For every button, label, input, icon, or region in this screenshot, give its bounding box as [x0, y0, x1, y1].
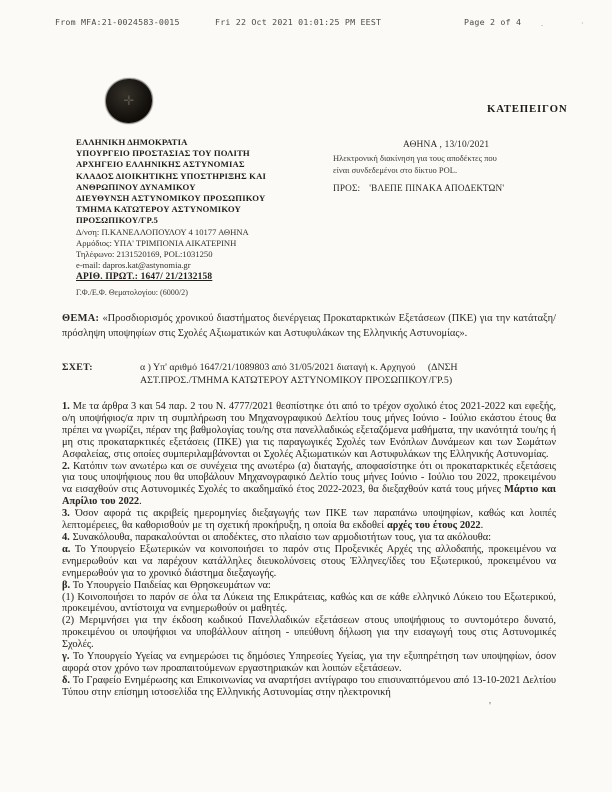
police-emblem-icon [106, 79, 152, 123]
city-date: ΑΘΗΝΑ , 13/10/2021 [403, 140, 490, 150]
subject [62, 311, 556, 341]
body-paragraphs [62, 401, 556, 699]
ref-line: α ) Υπ' αριθμό 1647/21/1089803 από 31/05/2021 διαταγή κ. Αρχηγού (ΔΝΣΗ [140, 362, 458, 373]
reference-lines [140, 361, 520, 387]
body-paragraph [62, 544, 556, 580]
body-paragraph [62, 532, 556, 544]
distribution-note [333, 153, 589, 176]
body-text: . [139, 496, 142, 508]
fax-from: From MFA:21-0024583-0015 [55, 17, 180, 27]
body-text: Το Γραφείο Ενημέρωσης και Επικοινωνίας να αναρτήσει αντίγραφο του επισυναπτόμενου από 13-10-2021 Δελτίου Τύπου στην επίσημη ιστοσελίδα της Ελληνικής Αστυνομίας στην ηλεκτρονική [62, 674, 556, 698]
agency-line: ΑΡΧΗΓΕΙΟ ΕΛΛΗΝΙΚΗΣ ΑΣΤΥΝΟΜΙΑΣ [76, 159, 245, 170]
body-text: Όσον αφορά τις ακριβείς ημερομηνίες διεξαγωγής των ΠΚΕ των παραπάνω υποψηφίων, καθώς και λοιπές λεπτομέρειες, θα καθορισθούν με τη σχετική προκήρυξη, η οποία θα εκδοθεί [62, 508, 556, 532]
reference-label: ΣΧΕΤ: [62, 362, 93, 373]
to-value: 'ΒΛΕΠΕ ΠΙΝΑΚΑ ΑΠΟΔΕΚΤΩΝ' [369, 183, 505, 193]
agency-line: ΔΙΕΥΘΥΝΣΗ ΑΣΤΥΝΟΜΙΚΟΥ ΠΡΟΣΩΠΙΚΟΥ [76, 193, 266, 204]
body-paragraph [62, 580, 556, 592]
contact-lines [76, 227, 361, 271]
subject-text: «Προσδιορισμός χρονικού διαστήματος διενέργειας Προκαταρκτικών Εξετάσεων (ΠΚΕ) για την κατάταξη/πρόσληψη υποψηφίων στις Σχολές Αξιωματικών και Αστυφυλάκων της Ελληνικής Αστυνομίας». [62, 313, 556, 340]
emblem-cross-glyph: ✛ [123, 93, 135, 109]
body-text-bold: 1. [62, 401, 70, 412]
body-text-bold: γ. [62, 651, 70, 663]
scan-artifact: ' [489, 700, 491, 712]
agency-line: ΑΝΘΡΩΠΙΝΟΥ ΔΥΝΑΜΙΚΟΥ [76, 181, 196, 192]
body-text: Με τα άρθρα 3 και 54 παρ. 2 του Ν. 4777/2021 θεσπίστηκε ότι από το τρέχον σχολικό έτος 2021-2022 και εφεξής, ο/η υποψήφιος/α πριν τη συμπλήρωση του Μηχανογραφικού Δελτίου τους μήνες Ιούνιο - Ιούλιο εκάστου έτους θα πρέπει να γνωρίζει, πέραν της βαθμολογίας του/ης στα πανελλαδικώς εξεταζόμενα μαθήματα, την ικανότητά του/ης ή μη στις προκαταρκτικές εξετάσεις (ΠΚΕ) για τις παραγωγικές Σχολές των Ενόπλων Δυνάμεων και των Σωμάτων Ασφαλείας, στις οποίες συμπεριλαμβάνονται οι Σχολές Αξιωματικών και Αστυφυλάκων της Ελληνικής Αστυνομίας. [62, 401, 556, 460]
contact-line: Δ/νση: Π.ΚΑΝΕΛΛΟΠΟΥΛΟΥ 4 10177 ΑΘΗΝΑ [76, 226, 249, 237]
body-text-bold: β. [62, 579, 71, 591]
body-text-bold: Μάρτιο και Απρίλιο του 2022 [62, 484, 557, 508]
file-reference: Γ.Φ./Ε.Φ. Θεματολογίου: (6000/2) [76, 287, 188, 297]
body-text: Το Υπουργείο Παιδείας και Θρησκευμάτων να: [70, 579, 271, 591]
agency-lines [76, 137, 361, 227]
body-text-bold: αρχές του έτους 2022 [386, 520, 481, 532]
recipient-row [333, 183, 589, 193]
agency-line: ΚΛΑΔΟΣ ΔΙΟΙΚΗΤΙΚΗΣ ΥΠΟΣΤΗΡΙΞΗΣ ΚΑΙ [76, 170, 267, 181]
sender-block [76, 137, 361, 297]
body-text: (1) Κοινοποιήσει το παρόν σε όλα τα Λύκεια της Επικράτειας, καθώς και σε κάθε ελληνικό Λύκειο του Εξωτερικού, προκειμένου, αντίστοιχα να ενημερωθούν οι μαθητές. [62, 591, 556, 615]
body-text: . [480, 520, 484, 532]
subject-label: ΘΕΜΑ: [62, 313, 100, 324]
meta-block [333, 140, 589, 193]
body-text: (2) Μεριμνήσει για την έκδοση κωδικού Πανελλαδικών εξετάσεων στους υποψήφιους το συντομότερο δυνατό, προκειμένου οι υποψήφιοι να υποβάλλουν αίτηση - υπεύθυνη δήλωση για την εισαγωγή τους στις Αστυνομικές Σχολές. [62, 615, 556, 651]
body-paragraph [62, 508, 556, 532]
body-text: Κατόπιν των ανωτέρω και σε συνέχεια της ανωτέρω (α) διαταγής, αποφασίστηκε ότι οι προκαταρκτικές εξετάσεις για τους υποψήφιους που θα υποβάλουν Μηχανογραφικό Δελτίο τους μήνες Ιούνιο - Ιούλιο του 2022, προκειμένου να εισαχθούν στις Αστυνομικές Σχολές το ακαδημαϊκό έτος 2022-2023, θα διεξαχθούν κατά τους μήνες [62, 460, 556, 496]
body-text-bold: α. [62, 543, 71, 555]
scan-artifact: . · [541, 19, 602, 28]
protocol-number: ΑΡΙΘ. ΠΡΩΤ.: 1647/ 21/2132158 [76, 271, 213, 282]
body-paragraph [62, 651, 556, 675]
distribution-note-line: είναι συνδεδεμένοι στο δίκτυο POL. [333, 164, 458, 175]
agency-line: ΠΡΟΣΩΠΙΚΟΥ/ΓΡ.5 [76, 215, 159, 226]
body-paragraph [62, 401, 556, 461]
body-text-bold: 4. [62, 531, 70, 543]
to-label: ΠΡΟΣ: [333, 183, 361, 193]
contact-line: e-mail: dapros.kat@astynomia.gr [76, 259, 191, 270]
fax-datetime: Fri 22 Oct 2021 01:01:25 PM EEST [215, 17, 382, 27]
contact-line: Τηλέφωνο: 2131520169, POL:1031250 [76, 248, 213, 259]
body-paragraph [62, 615, 556, 651]
agency-line: ΥΠΟΥΡΓΕΙΟ ΠΡΟΣΤΑΣΙΑΣ ΤΟΥ ΠΟΛΙΤΗ [76, 148, 250, 159]
body-paragraph [62, 675, 556, 699]
body-text: Το Υπουργείο Εξωτερικών να κοινοποιήσει το παρόν στις Προξενικές Αρχές της αλλοδαπής, προκειμένου να ενημερωθούν και να παρέχουν κατάλληλες διευκολύνσεις στους Έλληνες/ίδες του Εξωτερικού, προκειμένου να ενημερωθούν για το χρονικό διάστημα διεξαγωγής. [62, 543, 556, 579]
body-text: Συνακόλουθα, παρακαλούνται οι αποδέκτες, στο πλαίσιο των αρμοδιοτήτων τους, για τα ακόλουθα: [69, 531, 492, 543]
distribution-note-line: Ηλεκτρονική διακίνηση για τους αποδέκτες που [333, 153, 497, 163]
agency-line: ΤΜΗΜΑ ΚΑΤΩΤΕΡΟΥ ΑΣΤΥΝΟΜΙΚΟΥ [76, 204, 241, 215]
body-text-bold: 2. [62, 460, 70, 472]
body-paragraph [62, 461, 556, 509]
contact-line: Αρμόδιος: ΥΠΑ' ΤΡΙΜΠΟΝΙΑ ΑΙΚΑΤΕΡΙΝΗ [76, 237, 237, 248]
fax-page-number: Page 2 of 4 [464, 17, 522, 27]
ref-line: ΑΣΤ.ΠΡΟΣ./ΤΜΗΜΑ ΚΑΤΩΤΕΡΟΥ ΑΣΤΥΝΟΜΙΚΟΥ ΠΡΟΣΩΠΙΚΟΥ/ΓΡ.5) [140, 375, 453, 386]
urgency-stamp: ΚΑΤΕΠΕΙΓΟΝ [487, 103, 568, 115]
agency-line: ΕΛΛΗΝΙΚΗ ΔΗΜΟΚΡΑΤΙΑ [76, 137, 188, 147]
body-text-bold: 3. [62, 508, 70, 520]
body-text: Το Υπουργείο Υγείας να ενημερώσει τις δημόσιες Υπηρεσίες Υγείας, για την εξυπηρέτηση των υποψηφίων, όσον αφορά στον χρόνο των προαπαιτούμενων εργαστηριακών και λοιπών εξετάσεων. [62, 651, 556, 674]
body-text-bold: δ. [62, 674, 70, 686]
body-paragraph [62, 592, 556, 616]
reference [62, 361, 520, 387]
